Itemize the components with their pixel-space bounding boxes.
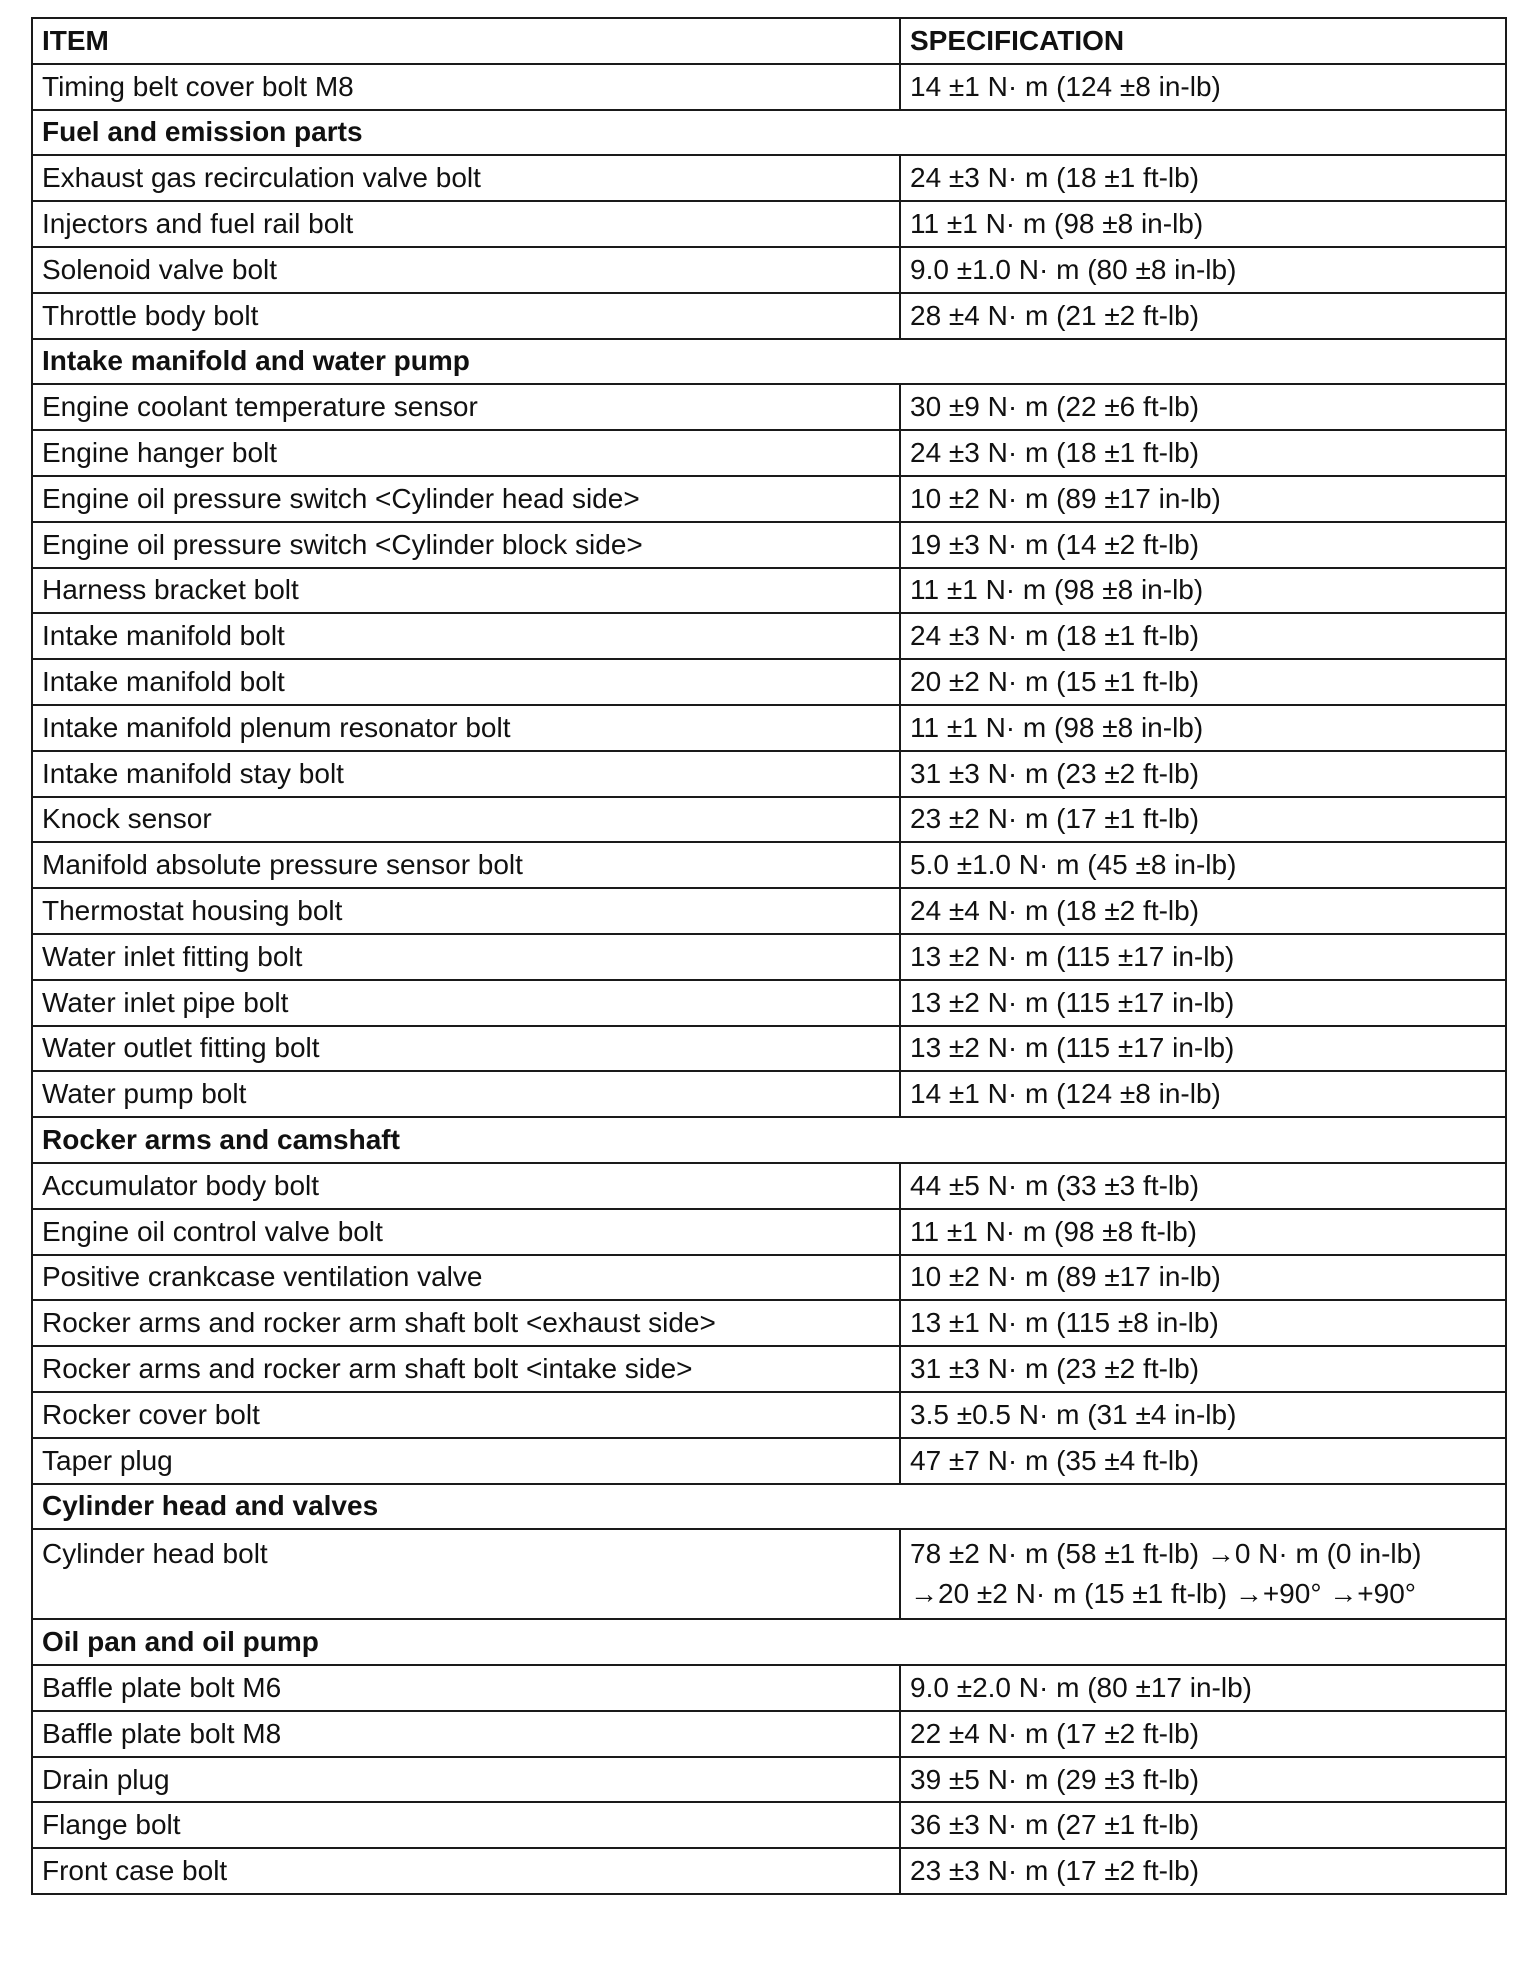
table-row xyxy=(32,476,1506,522)
specification-cell: 5.0 ±1.0 N· m (45 ±8 in-lb) xyxy=(900,842,1506,888)
item-cell: Intake manifold bolt xyxy=(32,659,900,705)
section-title: Oil pan and oil pump xyxy=(32,1619,1506,1665)
specification-cell: 14 ±1 N· m (124 ±8 in-lb) xyxy=(900,1071,1506,1117)
torque-spec-table xyxy=(31,17,1507,1895)
item-cell: Water outlet fitting bolt xyxy=(32,1026,900,1072)
item-cell: Baffle plate bolt M8 xyxy=(32,1711,900,1757)
item-cell: Baffle plate bolt M6 xyxy=(32,1665,900,1711)
item-cell: Rocker arms and rocker arm shaft bolt <exhaust side> xyxy=(32,1300,900,1346)
table-row xyxy=(32,384,1506,430)
item-cell: Engine oil pressure switch <Cylinder block side> xyxy=(32,522,900,568)
table-row xyxy=(32,247,1506,293)
specification-cell: 3.5 ±0.5 N· m (31 ±4 in-lb) xyxy=(900,1392,1506,1438)
item-cell: Intake manifold bolt xyxy=(32,613,900,659)
item-cell: Drain plug xyxy=(32,1757,900,1803)
specification-cell: 11 ±1 N· m (98 ±8 in-lb) xyxy=(900,705,1506,751)
table-row xyxy=(32,201,1506,247)
table-row xyxy=(32,155,1506,201)
specification-cell: 20 ±2 N· m (15 ±1 ft-lb) xyxy=(900,659,1506,705)
specification-cell: 30 ±9 N· m (22 ±6 ft-lb) xyxy=(900,384,1506,430)
specification-cell: 9.0 ±1.0 N· m (80 ±8 in-lb) xyxy=(900,247,1506,293)
section-header-row xyxy=(32,110,1506,156)
table-row xyxy=(32,1209,1506,1255)
item-cell: Taper plug xyxy=(32,1438,900,1484)
item-cell: Exhaust gas recirculation valve bolt xyxy=(32,155,900,201)
item-cell: Solenoid valve bolt xyxy=(32,247,900,293)
table-row xyxy=(32,1163,1506,1209)
table-row xyxy=(32,1529,1506,1619)
item-cell: Engine oil control valve bolt xyxy=(32,1209,900,1255)
item-cell: Water pump bolt xyxy=(32,1071,900,1117)
table-row xyxy=(32,1665,1506,1711)
item-cell: Injectors and fuel rail bolt xyxy=(32,201,900,247)
table-row xyxy=(32,659,1506,705)
table-row xyxy=(32,888,1506,934)
table-row xyxy=(32,1438,1506,1484)
specification-cell: 11 ±1 N· m (98 ±8 ft-lb) xyxy=(900,1209,1506,1255)
table-row xyxy=(32,1071,1506,1117)
item-cell: Knock sensor xyxy=(32,797,900,843)
specification-cell: 23 ±3 N· m (17 ±2 ft-lb) xyxy=(900,1848,1506,1894)
table-row xyxy=(32,1300,1506,1346)
specification-cell: 10 ±2 N· m (89 ±17 in-lb) xyxy=(900,1255,1506,1301)
specification-cell: 28 ±4 N· m (21 ±2 ft-lb) xyxy=(900,293,1506,339)
table-row xyxy=(32,751,1506,797)
table-body xyxy=(32,64,1506,1894)
table-row xyxy=(32,64,1506,110)
section-title: Rocker arms and camshaft xyxy=(32,1117,1506,1163)
table-header-row xyxy=(32,18,1506,64)
item-cell: Water inlet fitting bolt xyxy=(32,934,900,980)
table-row xyxy=(32,1346,1506,1392)
table-row xyxy=(32,613,1506,659)
specification-cell: 24 ±3 N· m (18 ±1 ft-lb) xyxy=(900,613,1506,659)
table-row xyxy=(32,1757,1506,1803)
table-row xyxy=(32,980,1506,1026)
table-row xyxy=(32,430,1506,476)
specification-cell: 13 ±1 N· m (115 ±8 in-lb) xyxy=(900,1300,1506,1346)
item-cell: Harness bracket bolt xyxy=(32,568,900,614)
table-row xyxy=(32,797,1506,843)
specification-cell: 10 ±2 N· m (89 ±17 in-lb) xyxy=(900,476,1506,522)
item-cell: Accumulator body bolt xyxy=(32,1163,900,1209)
specification-cell: 31 ±3 N· m (23 ±2 ft-lb) xyxy=(900,751,1506,797)
specification-cell: 13 ±2 N· m (115 ±17 in-lb) xyxy=(900,1026,1506,1072)
specification-cell: 14 ±1 N· m (124 ±8 in-lb) xyxy=(900,64,1506,110)
specification-cell: 13 ±2 N· m (115 ±17 in-lb) xyxy=(900,934,1506,980)
table-row xyxy=(32,568,1506,614)
specification-cell: 24 ±4 N· m (18 ±2 ft-lb) xyxy=(900,888,1506,934)
specification-cell: 36 ±3 N· m (27 ±1 ft-lb) xyxy=(900,1802,1506,1848)
section-header-row xyxy=(32,1117,1506,1163)
section-header-row xyxy=(32,1484,1506,1530)
specification-cell: 44 ±5 N· m (33 ±3 ft-lb) xyxy=(900,1163,1506,1209)
table-row xyxy=(32,1802,1506,1848)
item-cell: Rocker arms and rocker arm shaft bolt <intake side> xyxy=(32,1346,900,1392)
item-cell: Throttle body bolt xyxy=(32,293,900,339)
table-row xyxy=(32,842,1506,888)
item-cell: Water inlet pipe bolt xyxy=(32,980,900,1026)
item-cell: Flange bolt xyxy=(32,1802,900,1848)
specification-cell: 22 ±4 N· m (17 ±2 ft-lb) xyxy=(900,1711,1506,1757)
table-row xyxy=(32,1848,1506,1894)
table-row xyxy=(32,522,1506,568)
specification-cell: 78 ±2 N· m (58 ±1 ft-lb) →0 N· m (0 in-lb) →20 ±2 N· m (15 ±1 ft-lb) →+90° →+90° xyxy=(900,1529,1506,1619)
table-row xyxy=(32,1392,1506,1438)
specification-cell: 11 ±1 N· m (98 ±8 in-lb) xyxy=(900,568,1506,614)
table-row xyxy=(32,1026,1506,1072)
specification-cell: 13 ±2 N· m (115 ±17 in-lb) xyxy=(900,980,1506,1026)
table-row xyxy=(32,705,1506,751)
table-row xyxy=(32,934,1506,980)
table-row xyxy=(32,293,1506,339)
section-title: Fuel and emission parts xyxy=(32,110,1506,156)
item-cell: Positive crankcase ventilation valve xyxy=(32,1255,900,1301)
item-cell: Rocker cover bolt xyxy=(32,1392,900,1438)
specification-column-header: SPECIFICATION xyxy=(900,18,1506,64)
item-cell: Timing belt cover bolt M8 xyxy=(32,64,900,110)
specification-cell: 9.0 ±2.0 N· m (80 ±17 in-lb) xyxy=(900,1665,1506,1711)
specification-cell: 24 ±3 N· m (18 ±1 ft-lb) xyxy=(900,430,1506,476)
section-title: Cylinder head and valves xyxy=(32,1484,1506,1530)
specification-cell: 19 ±3 N· m (14 ±2 ft-lb) xyxy=(900,522,1506,568)
item-cell: Manifold absolute pressure sensor bolt xyxy=(32,842,900,888)
specification-cell: 47 ±7 N· m (35 ±4 ft-lb) xyxy=(900,1438,1506,1484)
table-row xyxy=(32,1711,1506,1757)
section-title: Intake manifold and water pump xyxy=(32,339,1506,385)
item-column-header: ITEM xyxy=(32,18,900,64)
item-cell: Thermostat housing bolt xyxy=(32,888,900,934)
item-cell: Engine oil pressure switch <Cylinder head side> xyxy=(32,476,900,522)
item-cell: Engine coolant temperature sensor xyxy=(32,384,900,430)
item-cell: Front case bolt xyxy=(32,1848,900,1894)
specification-cell: 24 ±3 N· m (18 ±1 ft-lb) xyxy=(900,155,1506,201)
table-row xyxy=(32,1255,1506,1301)
item-cell: Cylinder head bolt xyxy=(32,1529,900,1619)
section-header-row xyxy=(32,339,1506,385)
section-header-row xyxy=(32,1619,1506,1665)
specification-cell: 11 ±1 N· m (98 ±8 in-lb) xyxy=(900,201,1506,247)
specification-cell: 39 ±5 N· m (29 ±3 ft-lb) xyxy=(900,1757,1506,1803)
specification-cell: 23 ±2 N· m (17 ±1 ft-lb) xyxy=(900,797,1506,843)
specification-cell: 31 ±3 N· m (23 ±2 ft-lb) xyxy=(900,1346,1506,1392)
item-cell: Intake manifold stay bolt xyxy=(32,751,900,797)
item-cell: Intake manifold plenum resonator bolt xyxy=(32,705,900,751)
item-cell: Engine hanger bolt xyxy=(32,430,900,476)
